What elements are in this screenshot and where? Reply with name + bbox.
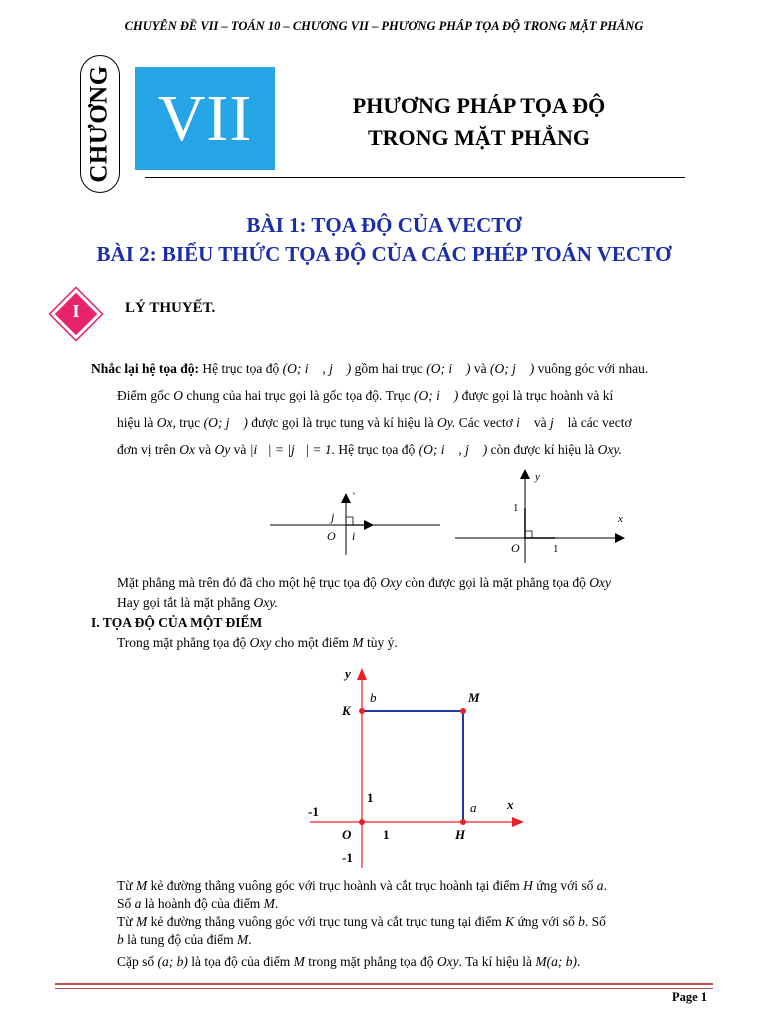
text: gồm hai trục [354, 361, 423, 376]
chapter-word-text: CHƯƠNG [86, 65, 113, 183]
page-number: Page 1 [672, 990, 708, 1004]
text: Điểm gốc [117, 388, 170, 403]
text: chung của hai trục gọi là gốc tọa độ. Trục [186, 388, 411, 403]
label-b: b [370, 690, 377, 705]
label-K: K [342, 703, 351, 718]
point-O [359, 819, 365, 825]
text: . [576, 954, 581, 969]
label-M: M [468, 690, 480, 705]
math-var: j⃗ [549, 415, 565, 430]
text: được gọi là trục tung và kí hiệu là [251, 415, 434, 430]
chapter-title-line1: PHƯƠNG PHÁP TỌA ĐỘ [352, 93, 606, 118]
math-var: Oxy [589, 575, 611, 590]
text: trục [179, 415, 201, 430]
right-angle-mark [525, 531, 532, 538]
math-var: a [596, 878, 604, 893]
chapter-title-line2: TRONG MẶT PHẲNG [367, 125, 591, 150]
math-var: Oy. [437, 415, 456, 430]
section-number: I [72, 301, 80, 321]
math-expr: (O; i⃗ ) [426, 361, 471, 376]
tick-y-1: 1 [367, 790, 374, 805]
label-j: j⃗ [331, 510, 344, 524]
text: đơn vị trên [117, 442, 176, 457]
figure-unit-vectors [270, 480, 445, 560]
text: trong mặt phẳng tọa độ [308, 954, 434, 969]
para1-line3 [117, 413, 632, 432]
para4-line4 [117, 930, 252, 949]
label-x: x [507, 797, 514, 812]
tick-x-1: 1 [383, 827, 390, 842]
text: tùy ý. [366, 635, 398, 650]
tick-mark: ` [352, 490, 356, 504]
text: . [603, 878, 607, 893]
para4-line1 [117, 876, 607, 895]
label-origin: O [327, 529, 336, 543]
math-expr: (O; j⃗ ) [489, 361, 535, 376]
label-origin: O [511, 541, 520, 555]
right-angle-mark [346, 517, 353, 525]
text: kẻ đường thẳng vuông góc với trục hoành và cắt trục hoành tại điểm [150, 878, 520, 893]
text: cho một điểm [274, 635, 349, 650]
label-i: i⃗ [352, 529, 365, 543]
math-var: M [236, 932, 249, 947]
para4-line2 [117, 894, 278, 913]
text: và [473, 361, 487, 376]
math-var: M [352, 635, 364, 650]
math-expr: (O; i⃗ ) [413, 388, 459, 403]
text: Từ [117, 878, 133, 893]
para3 [117, 633, 398, 652]
label-origin: O [342, 827, 352, 842]
math-var: Oxy [436, 954, 459, 969]
para2-line1 [117, 573, 611, 592]
text: . [248, 932, 252, 947]
text: là các vectơ [567, 415, 632, 430]
math-expr: |i⃗| = |j⃗| = 1. [249, 442, 335, 457]
text: Hệ trục tọa độ [338, 442, 416, 457]
footer-rule-thick [55, 983, 713, 985]
text: Hệ trục tọa độ [202, 361, 280, 376]
math-var: Oxy [249, 635, 272, 650]
text: Số [117, 896, 132, 911]
math-var: Oy [214, 442, 231, 457]
text: là tọa độ của điểm [191, 954, 291, 969]
text: Từ [117, 914, 133, 929]
math-var: M [135, 878, 148, 893]
math-var: Oxy. [253, 595, 278, 610]
math-var: O [173, 388, 183, 403]
para4-line3 [117, 912, 606, 931]
math-expr: (O; i⃗ , j⃗ ) [418, 442, 488, 457]
math-var: M [263, 896, 275, 911]
text: và [533, 415, 547, 430]
footer-rule-thin [55, 988, 713, 989]
title-rule [145, 177, 685, 178]
text: . Ta kí hiệu là [458, 954, 532, 969]
tick-y-1: 1 [513, 502, 519, 514]
math-var: M [293, 954, 305, 969]
math-var: Oxy. [597, 442, 623, 457]
chapter-word [80, 55, 120, 193]
point-M [460, 708, 466, 714]
text: là tung độ của điểm [127, 932, 234, 947]
text: Cặp số [117, 954, 155, 969]
text: là hoành độ của điểm [144, 896, 261, 911]
para2-line2 [117, 593, 278, 612]
text: Trong mặt phẳng tọa độ [117, 635, 247, 650]
tick-y-minus-1: -1 [342, 850, 353, 865]
running-header: CHUYÊN ĐỀ VII – TOÁN 10 – CHƯƠNG VII – PHƯƠNG PHÁP TỌA ĐỘ TRONG MẶT PHẲNG [124, 19, 644, 33]
label-H: H [455, 827, 466, 842]
text: ứng với số [536, 878, 594, 893]
subsection-heading: I. TỌA ĐỘ CỦA MỘT ĐIỂM [91, 615, 263, 630]
chapter-number-box: VII [135, 67, 275, 170]
label-y: y [345, 666, 351, 681]
math-expr: (O; i⃗ , j⃗ ) [282, 361, 352, 376]
point-K [359, 708, 365, 714]
text: . [274, 896, 279, 911]
math-var: Oxy [380, 575, 402, 590]
text: Các vectơ [458, 415, 513, 430]
recall-label: Nhắc lại hệ tọa độ: [91, 361, 199, 376]
lesson-2-title: BÀI 2: BIỂU THỨC TỌA ĐỘ CỦA CÁC PHÉP TOÁN VECTƠ [96, 242, 672, 266]
math-var: Ox [179, 442, 196, 457]
math-var: b [578, 914, 585, 929]
label-a: a [470, 800, 477, 815]
text: còn được kí hiệu là [490, 442, 595, 457]
text: Mặt phẳng mà trên đó đã cho một hệ trục tọa độ [117, 575, 377, 590]
math-expr: M(a; b) [535, 954, 577, 969]
chapter-title [300, 90, 658, 154]
point-H [460, 819, 466, 825]
lesson-1-title: BÀI 1: TỌA ĐỘ CỦA VECTƠ [246, 213, 522, 237]
text: được gọi là trục hoành và kí [461, 388, 614, 403]
para1-line2 [117, 386, 613, 405]
math-var: b [117, 932, 124, 947]
math-var: K [505, 914, 515, 929]
text: vuông góc với nhau. [537, 361, 649, 376]
math-var: H [523, 878, 533, 893]
math-var: a [134, 896, 142, 911]
section-label: LÝ THUYẾT. [125, 300, 216, 316]
figure-oxy [455, 465, 630, 565]
figure-point-coordinates [300, 660, 530, 870]
text: kẻ đường thẳng vuông góc với trục tung và cắt trục tung tại điểm [150, 914, 502, 929]
math-var: i⃗ [516, 415, 531, 430]
text: và [233, 442, 247, 457]
math-expr: (O; j⃗ ) [203, 415, 248, 430]
tick-x-1: 1 [553, 543, 559, 555]
text: . Số [584, 914, 606, 929]
para1-line4 [117, 440, 622, 459]
math-var: Ox, [156, 415, 176, 430]
para1-line1 [91, 359, 648, 378]
para4-line5 [117, 952, 580, 971]
text: hiệu là [117, 415, 154, 430]
label-y: y [535, 471, 540, 483]
text: ứng với số [517, 914, 575, 929]
text: và [198, 442, 212, 457]
label-x: x [618, 513, 623, 525]
tick-x-minus-1: -1 [308, 804, 319, 819]
text: Hay gọi tắt là mặt phẳng [117, 595, 251, 610]
math-expr: (a; b) [157, 954, 188, 969]
text: còn được gọi là mặt phẳng tọa độ [405, 575, 586, 590]
math-var: M [135, 914, 148, 929]
